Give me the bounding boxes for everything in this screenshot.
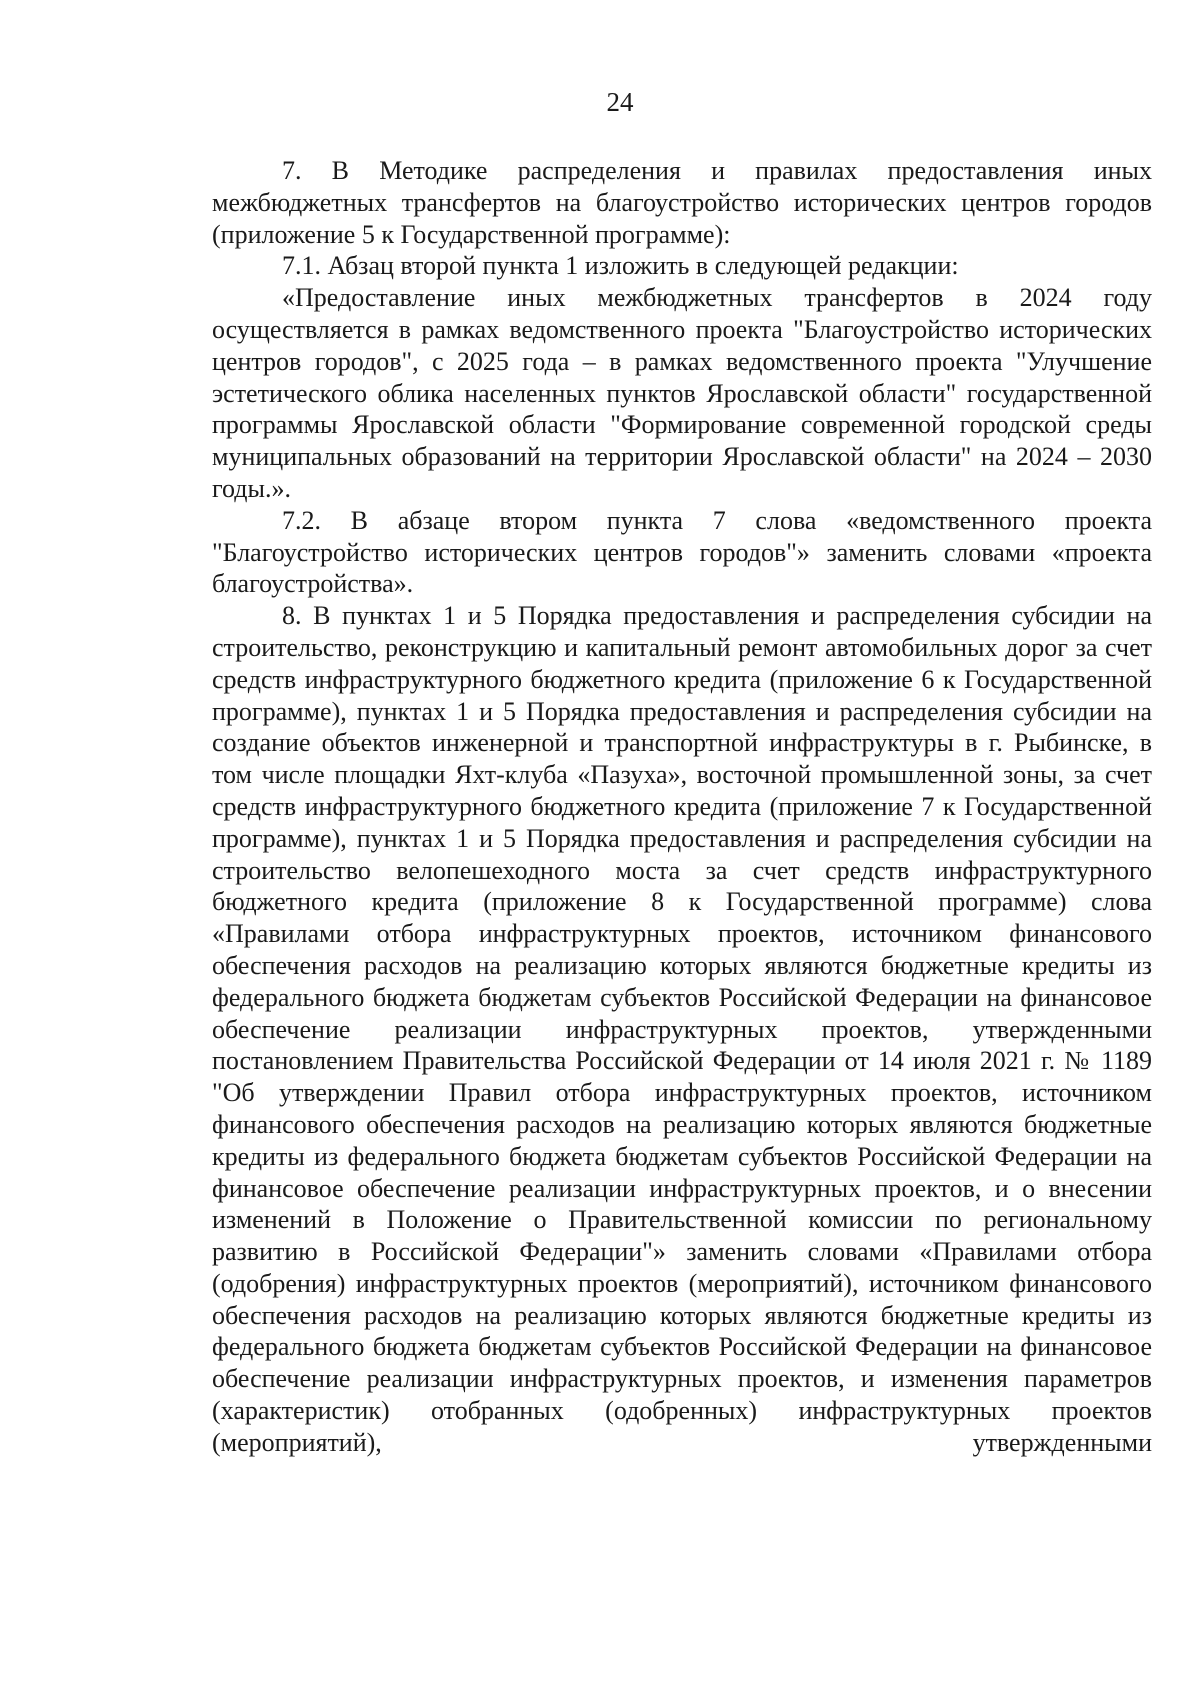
paragraph-7-2: 7.2. В абзаце втором пункта 7 слова «ведомственного проекта "Благоустройство исторических центров городов"» заменить словами «проекта благоустройства». <box>212 505 1152 599</box>
paragraph-7-1-quote: «Предоставление иных межбюджетных трансфертов в 2024 году осуществляется в рамках ведомственного проекта "Благоустройство исторических центров городов", с 2025 года – в рамках ведомственного проекта "Улучшение эстетического облика населенных пунктов Ярославской области" государственной программы Ярославской области "Формирование современной городской среды муниципальных образований на территории Ярославской области" на 2024 – 2030 годы.». <box>212 283 1152 503</box>
paragraph-7-1: 7.1. Абзац второй пункта 1 изложить в следующей редакции: <box>282 251 959 281</box>
paragraph-8: 8. В пунктах 1 и 5 Порядка предоставления и распределения субсидии на строительство, реконструкцию и капитальный ремонт автомобильных дорог за счет средств инфраструктурного бюджетного кредита (приложение 6 к Государственной программе), пунктах 1 и 5 Порядка предоставления и распределения субсидии на создание объектов инженерной и транспортной инфраструктуры в г. Рыбинске, в том числе площадки Яхт-клуба «Пазуха», восточной промышленной зоны, за счет средств инфраструктурного бюджетного кредита (приложение 7 к Государственной программе), пунктах 1 и 5 Порядка предоставления и распределения субсидии на строительство велопешеходного моста за счет средств инфраструктурного бюджетного кредита (приложение 8 к Государственной программе) слова «Правилами отбора инфраструктурных проектов, источником финансового обеспечения расходов на реализацию которых являются бюджетные кредиты из федерального бюджета бюджетам субъектов Российской Федерации на финансовое обеспечение реализации инфраструктурных проектов, утвержденными постановлением Правительства Российской Федерации от 14 июля 2021 г. № 1189 "Об утверждении Правил отбора инфраструктурных проектов, источником финансового обеспечения расходов на реализацию которых являются бюджетные кредиты из федерального бюджета бюджетам субъектов Российской Федерации на финансовое обеспечение реализации инфраструктурных проектов, и о внесении изменений в Положение о Правительственной комиссии по региональному развитию в Российской Федерации"» заменить словами «Правилами отбора (одобрения) инфраструктурных проектов (мероприятий), источником финансового обеспечения расходов на реализацию которых являются бюджетные кредиты из федерального бюджета бюджетам субъектов Российской Федерации на финансовое обеспечение реализации инфраструктурных проектов, и изменения параметров (характеристик) отобранных (одобренных) инфраструктурных проектов (мероприятий), утвержденными <box>212 601 1152 1457</box>
document-body <box>212 155 1152 1459</box>
page-number: 24 <box>606 87 634 117</box>
paragraph-7: 7. В Методике распределения и правилах предоставления иных межбюджетных трансфертов на благоустройство исторических центров городов (приложение 5 к Государственной программе): <box>212 156 1152 249</box>
